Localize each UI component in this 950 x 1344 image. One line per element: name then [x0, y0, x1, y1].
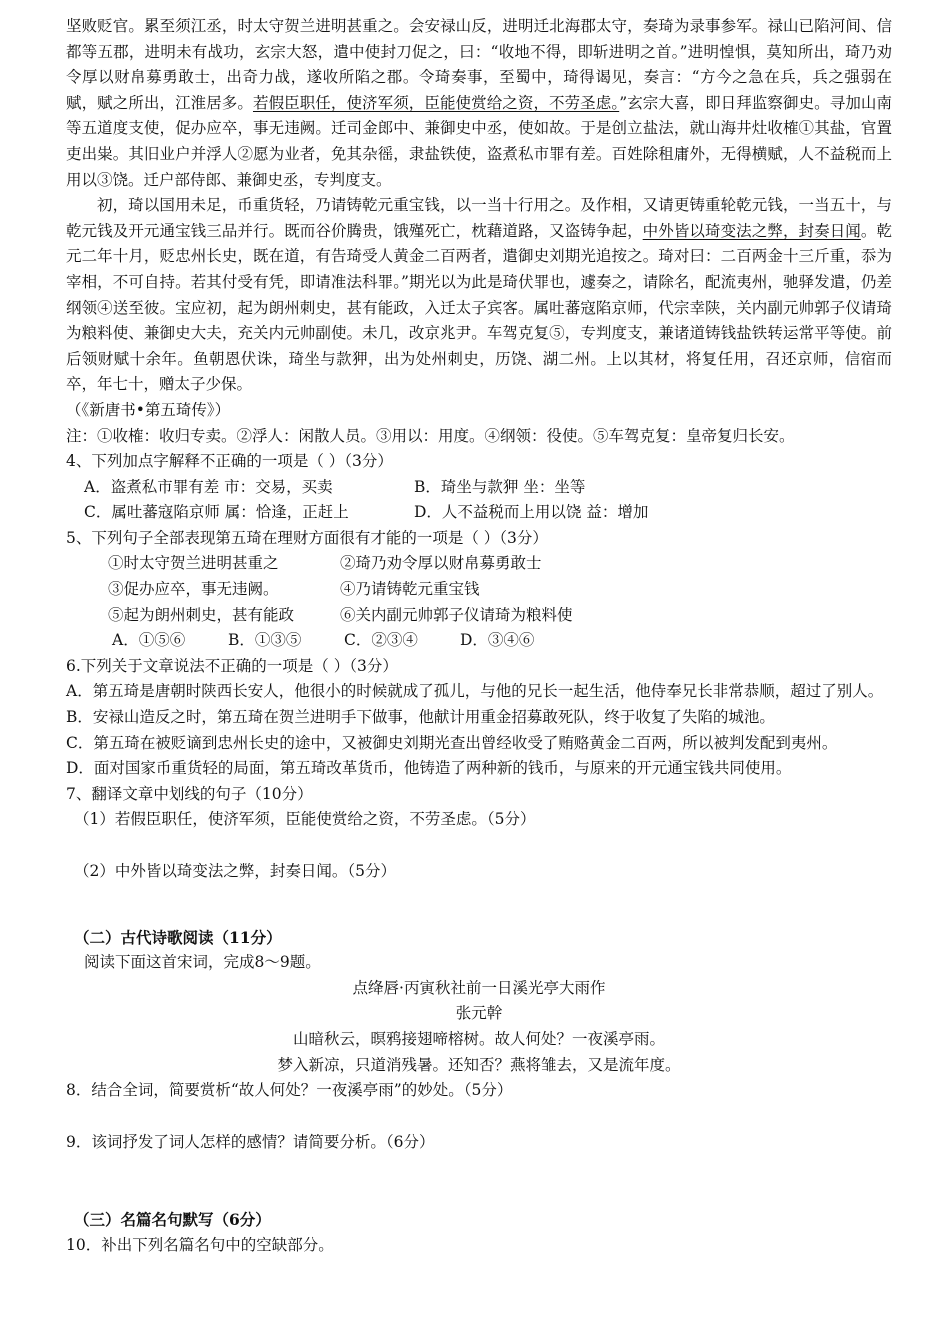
question-6-option-b: B．安禄山造反之时，第五琦在贺兰进明手下做事，他献计用重金招募敢死队，终于收复了失陷的城池。: [66, 708, 775, 727]
question-5-item-4: ④乃请铸乾元重宝钱: [340, 580, 480, 599]
answer-space: [66, 885, 892, 925]
question-5-item-2: ②琦乃劝令厚以财帛募勇敢士: [340, 554, 542, 573]
section-3-heading: （三）名篇名句默写（6分）: [74, 1210, 271, 1230]
question-6-option-d: D．面对国家币重货轻的局面，第五琦改革货币，他铸造了两种新的钱币，与原来的开元通宝钱共同使用。: [66, 759, 792, 778]
question-5-option-c: C．②③④: [344, 631, 418, 650]
question-5-item-6: ⑥关内副元帅郭子仪请琦为粮料使: [340, 605, 573, 624]
poem-line-2: 梦入新凉，只道消残暑。还知否？燕将雏去，又是流年度。: [277, 1055, 681, 1074]
question-5-items-row-1: [66, 551, 892, 577]
question-5-stem: 5、下列句子全部表现第五琦在理财方面很有才能的一项是（ ）（3分）: [66, 528, 548, 547]
question-4-option-c: C．属吐蕃寇陷京师 属：恰逢，正赶上: [84, 503, 349, 522]
question-7-sentence-2: （2）中外皆以琦变法之弊，封奏日闻。（5分）: [74, 862, 396, 880]
question-6-option-c: C．第五琦在被贬谪到忠州长史的途中，又被御史刘期光查出曾经收受了贿赂黄金二百两，所以被判发配到夷州。: [66, 733, 838, 752]
question-9: 9．该词抒发了词人怎样的感情？请简要分析。（6分）: [66, 1132, 435, 1151]
question-4-option-b: B．琦坐与款狎 坐：坐等: [414, 477, 586, 496]
question-5-options: [66, 628, 892, 654]
passage-text: 坚败贬官。累至须江丞，时太守贺兰进明甚重之。会安禄山反，进明迁北海郡太守，奏琦为录事参军。禄山已陷河间、信都等五郡，进明未有战功，玄宗大怒，遣中使封刀促之，曰：“收地不得，即斩进明之首。”进明惶惧，莫知所出，琦乃劝令厚以财帛募勇敢士，出奇力战，遂收所陷之郡。令琦奏事，至蜀中，琦得谒见，奏言：“方今之急在兵，兵之强弱在赋，赋之所出，江淮居多。: [66, 17, 892, 112]
answer-space: [66, 833, 892, 859]
question-10: 10．补出下列名篇名句中的空缺部分。: [66, 1235, 334, 1254]
underlined-sentence-2: 中外皆以琦变法之弊，封奏日闻: [642, 221, 861, 240]
question-7-stem: 7、翻译文章中划线的句子（10分）: [66, 784, 313, 803]
answer-space: [66, 1104, 892, 1130]
question-4-options-ab: [66, 475, 892, 501]
question-4-stem: 4、下列加点字解释不正确的一项是（ ）（3分）: [66, 452, 393, 471]
question-5-option-d: D．③④⑥: [460, 631, 535, 650]
passage-paragraph-1: [66, 14, 892, 193]
question-4-option-d: D．人不益税而上用以饶 益：增加: [414, 503, 649, 522]
passage-text: ”玄宗大喜，即日拜监察御史。寻加山南等五道度支使，促办应卒，事无违阙。迁司金郎中、兼御史中丞，使如故。于是创立盐法，就山海井灶收榷①其盐，官置吏出粜。其旧业户并浮人②愿为业者，免其杂徭，隶盐铁使，盗煮私市罪有差。百姓除租庸外，无得横赋，人不益税而上用以③饶。迁户部侍郎、兼御史丞，专判度支。: [66, 93, 892, 189]
passage-text: 。乾元二年十月，贬忠州长史，既在道，有告琦受人黄金二百两者，遣御史刘期光追按之。琦对曰：二百两金十三斤重，忝为宰相，不可自持。若其付受有凭，即请准法科罪。”期光以为此是琦伏罪也，遽奏之，请除名，配流夷州，驰驿发遣，仍差纲领④送至彼。宝应初，起为朗州刺史，甚有能政，入迁太子宾客。属吐蕃寇陷京师，代宗幸陕，关内副元帅郭子仪请琦为粮料使、兼御史大夫，充关内元帅副使。未几，改京兆尹。车驾克复⑤，专判度支，兼诸道铸钱盐铁转运常平等使。前后领财赋十余年。鱼朝恩伏诛，琦坐与款狎，出为处州刺史，历饶、湖二州。上以其材，将复任用，召还京师，信宿而卒，年七十，赠太子少保。: [66, 221, 892, 394]
section-2-intro: 阅读下面这首宋词，完成8～9题。: [84, 953, 321, 972]
question-4-option-a: A．盗煮私市罪有差 市：交易，买卖: [84, 477, 333, 496]
passage-source: （《新唐书•第五琦传》）: [66, 400, 231, 419]
answer-space: [66, 1155, 892, 1207]
question-7-sentence-1: （1）若假臣职任，使济军须，臣能使赏给之资，不劳圣虑。（5分）: [74, 810, 536, 829]
section-2-heading: （二）古代诗歌阅读（11分）: [74, 927, 282, 947]
question-5-item-3: ③促办应卒，事无违阙。: [108, 580, 279, 599]
question-8: 8．结合全词，简要赏析“故人何处？一夜溪亭雨”的妙处。（5分）: [66, 1081, 513, 1100]
question-6-stem: 6.下列关于文章说法不正确的一项是（ ）（3分）: [66, 656, 398, 675]
question-5-items-row-2: [66, 577, 892, 603]
question-5-option-a: A．①⑤⑥: [112, 631, 186, 650]
poem-author: 张元幹: [455, 1004, 503, 1023]
passage-notes: 注：①收榷：收归专卖。②浮人：闲散人员。③用以：用度。④纲领：役使。⑤车驾克复：皇帝复归长安。: [66, 426, 795, 445]
underlined-sentence-1: 若假臣职任，使济军须，臣能使赏给之资，不劳圣虑。: [252, 93, 620, 112]
question-6-option-a: A．第五琦是唐朝时陕西长安人，他很小的时候就成了孤儿，与他的兄长一起生活，他侍奉兄长非常恭顺，超过了别人。: [66, 682, 884, 701]
passage-paragraph-2: [66, 193, 892, 398]
question-5-item-1: ①时太守贺兰进明甚重之: [108, 554, 279, 573]
question-5-items-row-3: [66, 603, 892, 629]
exam-page: [66, 14, 892, 1259]
question-5-option-b: B．①③⑤: [228, 631, 302, 650]
question-5-item-5: ⑤起为朗州刺史，甚有能政: [108, 605, 295, 624]
question-4-options-cd: [66, 500, 892, 526]
passage-text: 初，琦以国用未足，币重货轻，乃请铸乾元重宝钱，以一当十行用之。及作相，又请更铸重轮乾元钱，一当五十，与乾元钱及开元通宝钱三品并行。既而谷价腾贵，饿殣死亡，枕藉道路，又盗铸争起，: [66, 196, 892, 240]
poem-title: 点绛唇·丙寅秋社前一日溪光亭大雨作: [352, 978, 606, 997]
poem-line-1: 山暗秋云，暝鸦接翅啼榕树。故人何处？一夜溪亭雨。: [292, 1029, 665, 1048]
